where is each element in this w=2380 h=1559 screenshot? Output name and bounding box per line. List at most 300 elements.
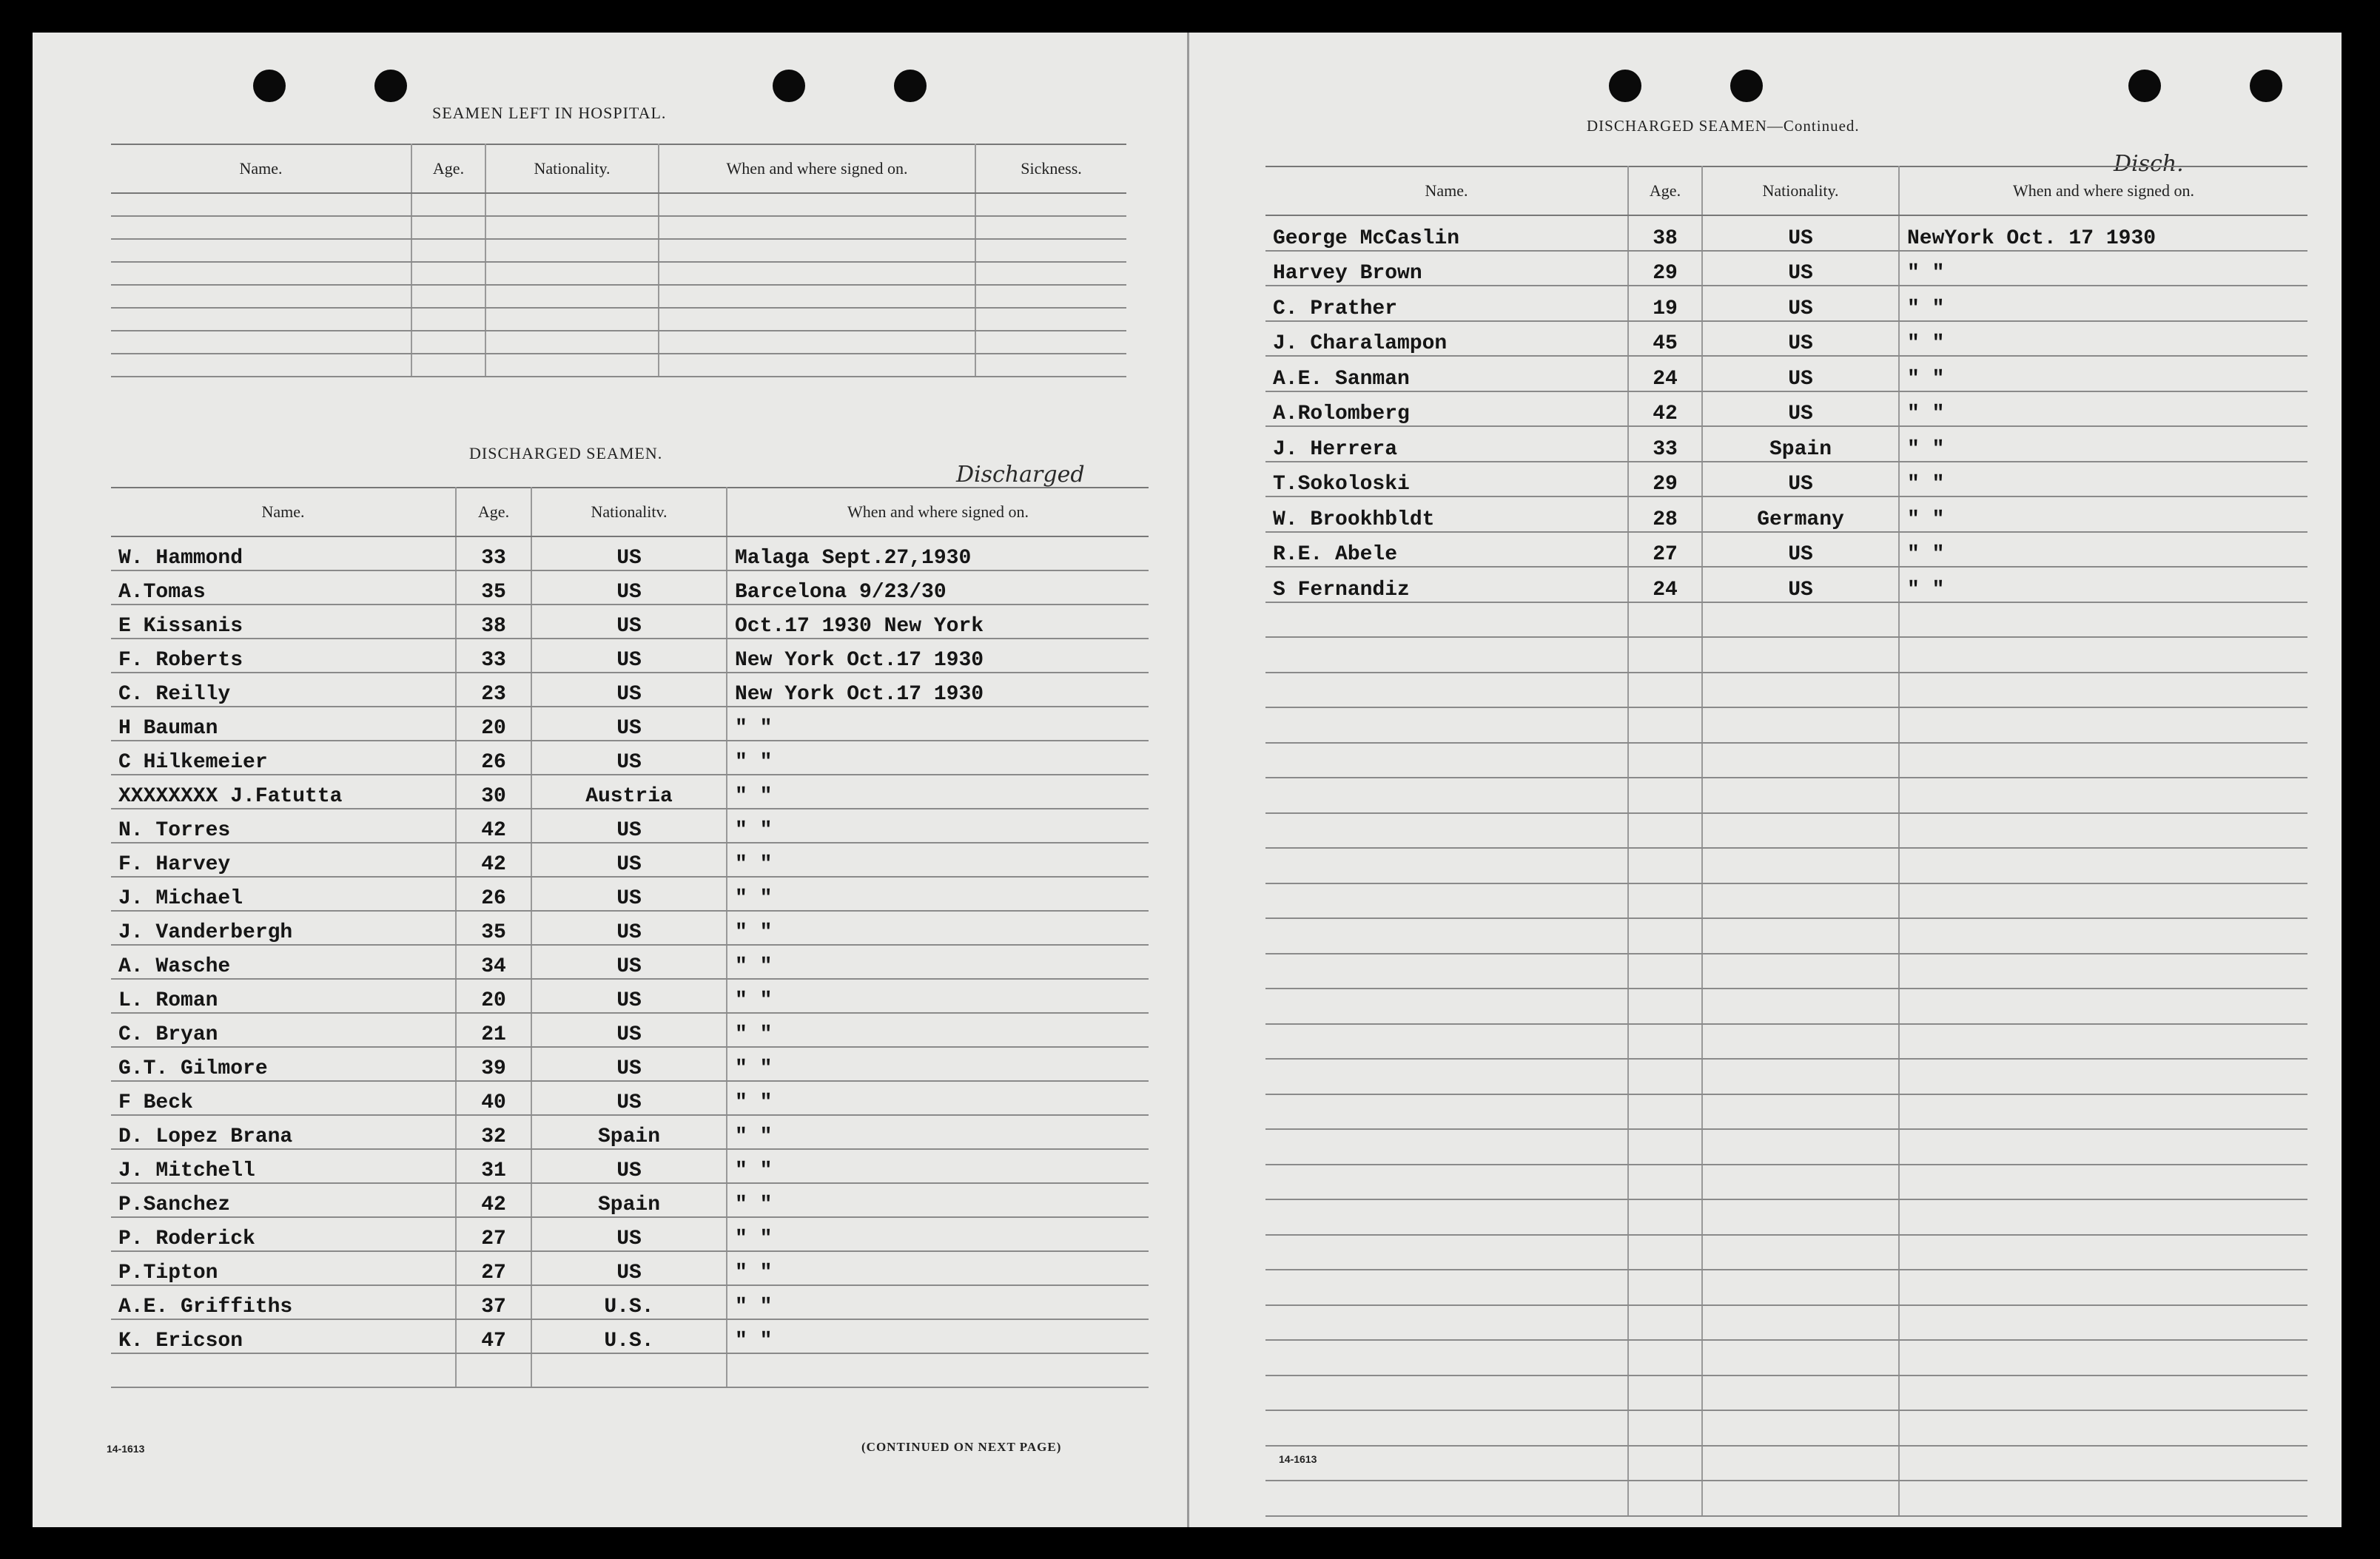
empty-cell — [111, 216, 411, 239]
seaman-name: P.Sanchez — [111, 1183, 456, 1217]
seaman-name: H Bauman — [111, 707, 456, 741]
empty-cell — [1628, 707, 1702, 743]
seaman-nationality: US — [531, 741, 727, 775]
empty-cell — [1702, 1305, 1899, 1341]
empty-cell — [1899, 1376, 2307, 1411]
empty-cell — [531, 1353, 727, 1387]
empty-cell — [1899, 602, 2307, 638]
seaman-signed-on: " " — [1899, 321, 2307, 357]
ledger-sheet — [33, 33, 2342, 1527]
empty-cell — [1899, 1165, 2307, 1200]
seaman-age: 33 — [1628, 426, 1702, 462]
empty-cell — [1265, 1446, 1628, 1481]
seaman-signed-on: " " — [727, 911, 1149, 945]
empty-cell — [111, 239, 411, 262]
seaman-signed-on: " " — [727, 877, 1149, 911]
empty-cell — [659, 354, 975, 377]
empty-cell — [1628, 1481, 1702, 1516]
seaman-age: 27 — [456, 1217, 531, 1251]
seaman-name: J. Mitchell — [111, 1149, 456, 1183]
seaman-name: L. Roman — [111, 979, 456, 1013]
table-row — [1265, 1199, 2307, 1235]
seaman-age: 21 — [456, 1013, 531, 1047]
table-row — [1265, 954, 2307, 989]
table-row — [1265, 848, 2307, 883]
seaman-age: 23 — [456, 673, 531, 707]
seaman-name: C. Bryan — [111, 1013, 456, 1047]
table-row — [1265, 391, 2307, 427]
handwritten-annotation: Discharged — [956, 462, 1085, 488]
punch-hole — [2128, 70, 2161, 102]
empty-cell — [1628, 848, 1702, 883]
empty-cell — [1628, 602, 1702, 638]
seaman-age: 33 — [456, 639, 531, 673]
empty-cell — [1702, 1270, 1899, 1305]
seaman-name: C. Reilly — [111, 673, 456, 707]
seaman-age: 27 — [456, 1251, 531, 1285]
seaman-name: N. Torres — [111, 809, 456, 843]
empty-cell — [1628, 1165, 1702, 1200]
table-row — [111, 1149, 1149, 1183]
empty-cell — [1899, 673, 2307, 708]
seaman-age: 47 — [456, 1319, 531, 1353]
empty-cell — [1265, 1270, 1628, 1305]
empty-cell — [1628, 743, 1702, 778]
seaman-age: 35 — [456, 570, 531, 605]
form-number: 14-1613 — [107, 1443, 145, 1455]
empty-cell — [456, 1353, 531, 1387]
empty-cell — [1702, 602, 1899, 638]
punch-hole — [894, 70, 927, 102]
seaman-age: 38 — [456, 605, 531, 639]
table-row — [111, 1013, 1149, 1047]
empty-cell — [1702, 1199, 1899, 1235]
empty-cell — [1265, 954, 1628, 989]
empty-cell — [485, 239, 659, 262]
empty-cell — [1265, 1305, 1628, 1341]
table-row — [1265, 426, 2307, 462]
col-header-sickness: Sickness. — [975, 144, 1126, 193]
table-row — [1265, 707, 2307, 743]
empty-cell — [111, 308, 411, 331]
col-header-age: Age. — [1628, 166, 1702, 215]
col-header-nationality: Nationalitv. — [531, 488, 727, 536]
empty-cell — [1265, 918, 1628, 954]
table-row — [111, 1115, 1149, 1149]
table-row — [1265, 1481, 2307, 1516]
empty-cell — [727, 1353, 1149, 1387]
table-row — [111, 911, 1149, 945]
table-row — [1265, 883, 2307, 919]
seaman-signed-on: " " — [727, 1149, 1149, 1183]
empty-cell — [1265, 673, 1628, 708]
seaman-name: S Fernandiz — [1265, 567, 1628, 602]
table-row — [111, 707, 1149, 741]
empty-cell — [1899, 954, 2307, 989]
seaman-nationality: US — [1702, 251, 1899, 286]
table-row — [1265, 1270, 2307, 1305]
seaman-nationality: US — [531, 1013, 727, 1047]
empty-cell — [1899, 778, 2307, 813]
table-row — [1265, 918, 2307, 954]
seaman-name: P. Roderick — [111, 1217, 456, 1251]
seaman-nationality: US — [1702, 567, 1899, 602]
empty-cell — [1265, 707, 1628, 743]
seaman-signed-on: " " — [727, 843, 1149, 877]
table-row — [1265, 251, 2307, 286]
seaman-signed-on: " " — [727, 741, 1149, 775]
col-header-signed-on: When and where signed on. — [727, 488, 1149, 536]
seaman-nationality: Spain — [1702, 426, 1899, 462]
empty-cell — [1628, 883, 1702, 919]
empty-cell — [1265, 637, 1628, 673]
seaman-signed-on: " " — [1899, 251, 2307, 286]
seaman-name: W. Brookhbldt — [1265, 496, 1628, 532]
empty-cell — [411, 193, 485, 216]
seaman-name: T.Sokoloski — [1265, 462, 1628, 497]
col-header-signed-on: When and where signed on. — [659, 144, 975, 193]
empty-cell — [1628, 1340, 1702, 1376]
seaman-signed-on: Malaga Sept.27,1930 — [727, 536, 1149, 570]
seaman-age: 38 — [1628, 215, 1702, 251]
empty-cell — [1702, 1024, 1899, 1060]
table-row — [1265, 321, 2307, 357]
empty-cell — [1628, 1024, 1702, 1060]
continued-section-title: DISCHARGED SEAMEN—Continued. — [1587, 117, 1860, 135]
empty-cell — [1265, 1376, 1628, 1411]
empty-cell — [1702, 743, 1899, 778]
table-row — [111, 1319, 1149, 1353]
empty-cell — [485, 193, 659, 216]
empty-cell — [1628, 954, 1702, 989]
empty-cell — [975, 193, 1126, 216]
empty-cell — [1628, 778, 1702, 813]
table-row — [111, 1217, 1149, 1251]
seaman-name: A. Wasche — [111, 945, 456, 979]
empty-cell — [1628, 637, 1702, 673]
table-row — [111, 193, 1126, 216]
seaman-name: J. Vanderbergh — [111, 911, 456, 945]
continued-table — [1265, 166, 2307, 1517]
empty-cell — [1702, 1376, 1899, 1411]
table-row — [111, 1353, 1149, 1387]
empty-cell — [1628, 1129, 1702, 1165]
seaman-name: R.E. Abele — [1265, 532, 1628, 568]
table-row — [1265, 1305, 2307, 1341]
seaman-age: 42 — [456, 843, 531, 877]
seaman-nationality: U.S. — [531, 1285, 727, 1319]
seaman-name: W. Hammond — [111, 536, 456, 570]
empty-cell — [1628, 1376, 1702, 1411]
table-row — [111, 308, 1126, 331]
table-row — [111, 1047, 1149, 1081]
table-row — [1265, 989, 2307, 1024]
seaman-nationality: U.S. — [531, 1319, 727, 1353]
seaman-name: A.Rolomberg — [1265, 391, 1628, 427]
table-row — [1265, 1165, 2307, 1200]
seaman-signed-on: " " — [727, 945, 1149, 979]
seaman-name: F. Roberts — [111, 639, 456, 673]
table-row — [111, 877, 1149, 911]
empty-cell — [1628, 1059, 1702, 1094]
seaman-age: 20 — [456, 979, 531, 1013]
seaman-nationality: US — [531, 1081, 727, 1115]
empty-cell — [1265, 1165, 1628, 1200]
seaman-name: George McCaslin — [1265, 215, 1628, 251]
seaman-age: 26 — [456, 741, 531, 775]
table-row — [1265, 356, 2307, 391]
seaman-nationality: US — [531, 605, 727, 639]
seaman-age: 37 — [456, 1285, 531, 1319]
seaman-age: 33 — [456, 536, 531, 570]
seaman-nationality: US — [1702, 462, 1899, 497]
table-row — [111, 741, 1149, 775]
seaman-signed-on: New York Oct.17 1930 — [727, 639, 1149, 673]
seaman-nationality: US — [531, 843, 727, 877]
table-row — [1265, 1094, 2307, 1130]
seaman-nationality: Spain — [531, 1115, 727, 1149]
seaman-age: 39 — [456, 1047, 531, 1081]
table-row — [1265, 1410, 2307, 1446]
seaman-name: C. Prather — [1265, 286, 1628, 321]
col-header-nationality: Nationality. — [1702, 166, 1899, 215]
empty-cell — [1899, 1481, 2307, 1516]
table-row — [1265, 1129, 2307, 1165]
seaman-nationality: US — [1702, 532, 1899, 568]
seaman-age: 42 — [456, 1183, 531, 1217]
empty-cell — [1628, 1305, 1702, 1341]
empty-cell — [1628, 813, 1702, 849]
seaman-age: 40 — [456, 1081, 531, 1115]
seaman-name: F Beck — [111, 1081, 456, 1115]
empty-cell — [1899, 813, 2307, 849]
seaman-signed-on: " " — [727, 1217, 1149, 1251]
col-header-name: Name. — [1265, 166, 1628, 215]
empty-cell — [1265, 848, 1628, 883]
seaman-age: 29 — [1628, 251, 1702, 286]
empty-cell — [1899, 1235, 2307, 1270]
table-row — [111, 285, 1126, 308]
empty-cell — [1265, 1129, 1628, 1165]
empty-cell — [975, 354, 1126, 377]
hospital-table — [111, 144, 1126, 377]
empty-cell — [485, 262, 659, 285]
handwritten-annotation: Disch. — [2114, 151, 2184, 177]
seaman-age: 26 — [456, 877, 531, 911]
empty-cell — [411, 216, 485, 239]
empty-cell — [1702, 883, 1899, 919]
empty-cell — [659, 285, 975, 308]
empty-cell — [659, 193, 975, 216]
seaman-age: 35 — [456, 911, 531, 945]
seaman-signed-on: " " — [1899, 462, 2307, 497]
table-row — [1265, 567, 2307, 602]
table-row — [111, 570, 1149, 605]
col-header-signed-on: When and where signed on. — [1899, 166, 2307, 215]
seaman-signed-on: " " — [1899, 356, 2307, 391]
empty-cell — [1265, 1094, 1628, 1130]
table-row — [111, 262, 1126, 285]
empty-cell — [111, 262, 411, 285]
seaman-nationality: US — [1702, 215, 1899, 251]
empty-cell — [1702, 637, 1899, 673]
empty-cell — [111, 193, 411, 216]
seaman-nationality: US — [531, 639, 727, 673]
empty-cell — [1899, 637, 2307, 673]
empty-cell — [1899, 1340, 2307, 1376]
empty-cell — [1265, 1235, 1628, 1270]
empty-cell — [111, 354, 411, 377]
empty-cell — [1702, 989, 1899, 1024]
seaman-name: F. Harvey — [111, 843, 456, 877]
seaman-name: P.Tipton — [111, 1251, 456, 1285]
seaman-signed-on: NewYork Oct. 17 1930 — [1899, 215, 2307, 251]
empty-cell — [1702, 918, 1899, 954]
empty-cell — [1628, 1410, 1702, 1446]
empty-cell — [485, 354, 659, 377]
seaman-name: J. Herrera — [1265, 426, 1628, 462]
table-row — [1265, 1376, 2307, 1411]
seaman-nationality: US — [531, 1047, 727, 1081]
empty-cell — [1899, 743, 2307, 778]
empty-cell — [1899, 1129, 2307, 1165]
table-row — [1265, 1059, 2307, 1094]
discharged-section-title: DISCHARGED SEAMEN. — [469, 444, 663, 462]
seaman-nationality: Austria — [531, 775, 727, 809]
table-row — [1265, 673, 2307, 708]
seaman-age: 34 — [456, 945, 531, 979]
seaman-name: A.E. Sanman — [1265, 356, 1628, 391]
empty-cell — [1702, 778, 1899, 813]
empty-cell — [1899, 989, 2307, 1024]
empty-cell — [1702, 1165, 1899, 1200]
continued-note: (CONTINUED ON NEXT PAGE) — [861, 1440, 1062, 1454]
punch-hole — [253, 70, 286, 102]
empty-cell — [1702, 1340, 1899, 1376]
empty-cell — [1899, 1446, 2307, 1481]
punch-hole — [2250, 70, 2282, 102]
empty-cell — [1899, 1199, 2307, 1235]
empty-cell — [1628, 673, 1702, 708]
punch-hole — [773, 70, 805, 102]
seaman-signed-on: " " — [727, 1081, 1149, 1115]
seaman-nationality: US — [531, 1149, 727, 1183]
empty-cell — [975, 216, 1126, 239]
table-row — [1265, 743, 2307, 778]
seaman-nationality: US — [531, 707, 727, 741]
empty-cell — [1265, 743, 1628, 778]
seaman-name: D. Lopez Brana — [111, 1115, 456, 1149]
seaman-age: 42 — [1628, 391, 1702, 427]
seaman-age: 20 — [456, 707, 531, 741]
punch-hole — [374, 70, 407, 102]
seaman-signed-on: " " — [727, 1047, 1149, 1081]
empty-cell — [1265, 778, 1628, 813]
empty-cell — [1265, 602, 1628, 638]
seaman-name: J. Charalampon — [1265, 321, 1628, 357]
seaman-signed-on: " " — [727, 1183, 1149, 1217]
table-row — [111, 945, 1149, 979]
empty-cell — [1899, 1410, 2307, 1446]
seaman-signed-on: " " — [727, 1285, 1149, 1319]
seaman-nationality: US — [531, 877, 727, 911]
table-row — [111, 331, 1126, 354]
empty-cell — [1702, 813, 1899, 849]
seaman-age: 45 — [1628, 321, 1702, 357]
empty-cell — [975, 285, 1126, 308]
empty-cell — [1265, 1199, 1628, 1235]
seaman-signed-on: " " — [1899, 496, 2307, 532]
empty-cell — [1899, 1305, 2307, 1341]
table-row — [111, 1081, 1149, 1115]
table-row — [1265, 637, 2307, 673]
empty-cell — [1899, 1094, 2307, 1130]
empty-cell — [659, 308, 975, 331]
table-row — [1265, 602, 2307, 638]
seaman-signed-on: " " — [727, 1251, 1149, 1285]
col-header-name: Name. — [111, 488, 456, 536]
empty-cell — [1265, 813, 1628, 849]
table-row — [111, 673, 1149, 707]
empty-cell — [411, 354, 485, 377]
col-header-age: Age. — [456, 488, 531, 536]
table-row — [111, 216, 1126, 239]
empty-cell — [659, 262, 975, 285]
empty-cell — [975, 262, 1126, 285]
table-row — [1265, 532, 2307, 568]
table-row — [111, 354, 1126, 377]
empty-cell — [1265, 883, 1628, 919]
seaman-signed-on: " " — [727, 707, 1149, 741]
seaman-name: XXXXXXXX J.Fatutta — [111, 775, 456, 809]
table-row — [111, 1285, 1149, 1319]
seaman-age: 24 — [1628, 567, 1702, 602]
form-number: 14-1613 — [1279, 1453, 1317, 1465]
empty-cell — [1265, 1410, 1628, 1446]
seaman-age: 28 — [1628, 496, 1702, 532]
empty-cell — [411, 331, 485, 354]
seaman-age: 29 — [1628, 462, 1702, 497]
table-row — [1265, 1446, 2307, 1481]
empty-cell — [1628, 1094, 1702, 1130]
seaman-nationality: US — [531, 911, 727, 945]
empty-cell — [1702, 1094, 1899, 1130]
empty-cell — [1628, 989, 1702, 1024]
table-row — [1265, 1235, 2307, 1270]
empty-cell — [1702, 1481, 1899, 1516]
seaman-signed-on: " " — [727, 809, 1149, 843]
seaman-name: A.E. Griffiths — [111, 1285, 456, 1319]
seaman-age: 30 — [456, 775, 531, 809]
seaman-name: C Hilkemeier — [111, 741, 456, 775]
empty-cell — [411, 239, 485, 262]
seaman-age: 32 — [456, 1115, 531, 1149]
col-header-age: Age. — [411, 144, 485, 193]
table-row — [111, 843, 1149, 877]
punch-hole — [1730, 70, 1763, 102]
table-row — [111, 809, 1149, 843]
table-row — [111, 1183, 1149, 1217]
table-row — [1265, 778, 2307, 813]
seaman-age: 31 — [456, 1149, 531, 1183]
seaman-signed-on: " " — [727, 775, 1149, 809]
empty-cell — [485, 216, 659, 239]
seaman-name: K. Ericson — [111, 1319, 456, 1353]
table-row — [1265, 286, 2307, 321]
empty-cell — [659, 331, 975, 354]
empty-cell — [1702, 1059, 1899, 1094]
empty-cell — [1702, 1129, 1899, 1165]
